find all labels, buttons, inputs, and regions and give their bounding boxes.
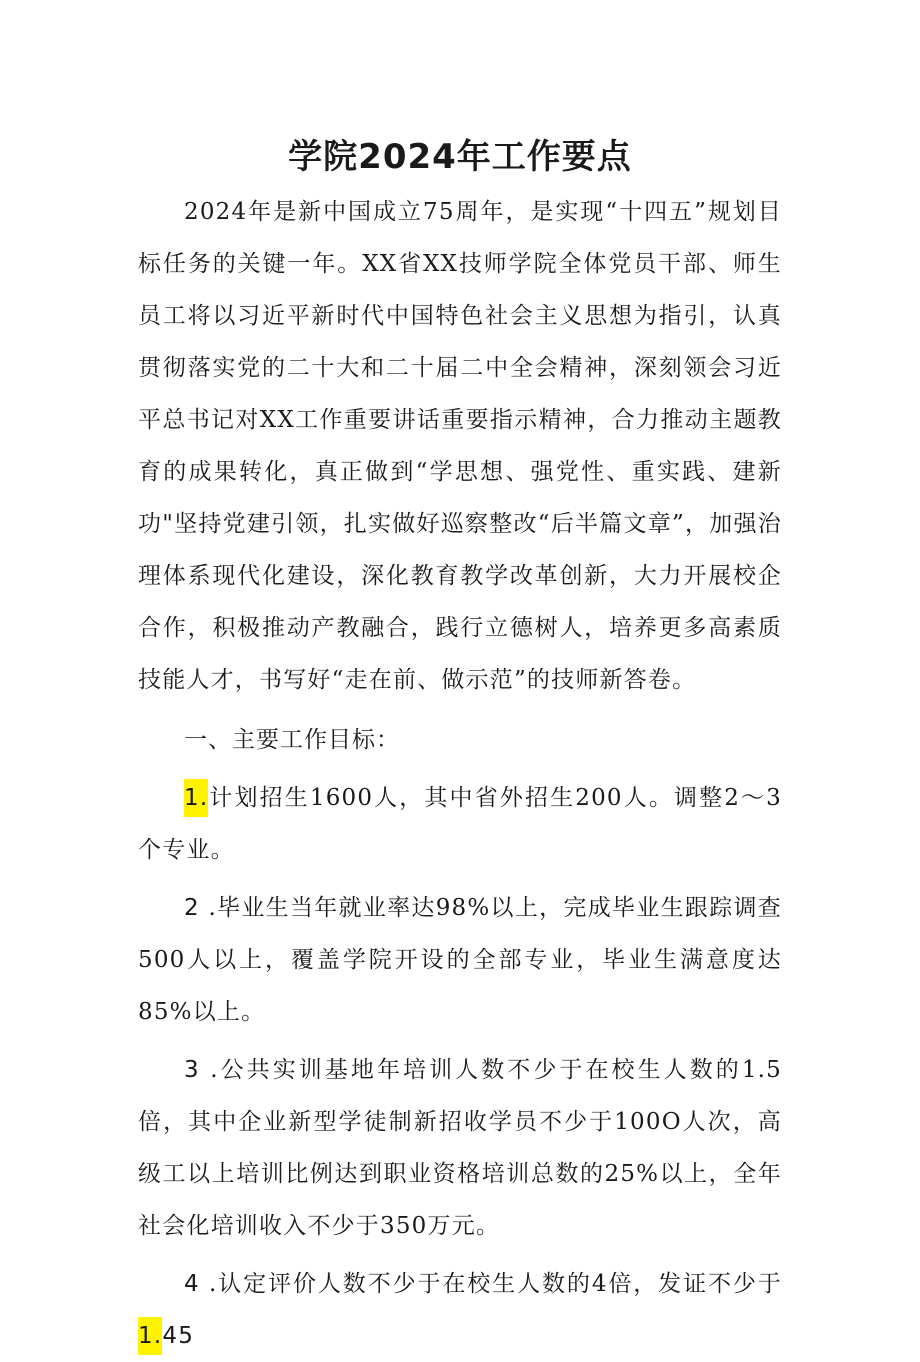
goal-item-marker: 2 bbox=[184, 895, 200, 921]
intro-paragraph: 2024年是新中国成立75周年，是实现“十四五”规划目标任务的关键一年。XX省XX技师学院全体党员干部、师生员工将以习近平新时代中国特色社会主义思想为指引，认真贯彻落实党的二十大和二十届二中全会精神，深刻领会习近平总书记对XX工作重要讲话重要指示精神，合力推动主题教育的成果转化，真正做到“学思想、强党性、重实践、建新功"坚持党建引领，扎实做好巡察整改“后半篇文章”，加强治理体系现代化建设，深化教育教学改革创新，大力开展校企合作，积极推动产教融合，践行立德树人，培养更多高素质技能人才，书写好“走在前、做示范”的技师新答卷。 bbox=[138, 199, 782, 693]
goal-item-text: .认定评价人数不少于在校生人数的4倍，发证不少于 bbox=[199, 1271, 782, 1297]
goal-item-2 bbox=[138, 882, 782, 1038]
goal-item-3 bbox=[138, 1044, 782, 1252]
highlighted-marker: 1. bbox=[184, 779, 208, 817]
goal-item-marker: 3 bbox=[184, 1057, 200, 1083]
section-heading: 一、主要工作目标： bbox=[184, 727, 400, 753]
goal-item-4 bbox=[138, 1258, 782, 1362]
goal-item-text: .公共实训基地年培训人数不少于在校生人数的1.5倍，其中企业新型学徒制新招收学员不少于100O人次，高级工以上培训比例达到职业资格培训总数的25%以上，全年社会化培训收入不少于350万元。 bbox=[138, 1057, 782, 1239]
goal-item-marker: 4 bbox=[184, 1271, 200, 1297]
goal-item-text: .毕业生当年就业率达98%以上，完成毕业生跟踪调查500人以上，覆盖学院开设的全部专业，毕业生满意度达85%以上。 bbox=[138, 895, 782, 1025]
goal-item-text: 计划招生1600人，其中省外招生200人。调整2〜3个专业。 bbox=[138, 785, 782, 863]
goal-item-1 bbox=[138, 772, 782, 876]
page-title: 学院2024年工作要点 bbox=[288, 137, 632, 177]
goal-item-tail: 45 bbox=[162, 1323, 195, 1349]
highlighted-number: 1. bbox=[138, 1317, 162, 1355]
